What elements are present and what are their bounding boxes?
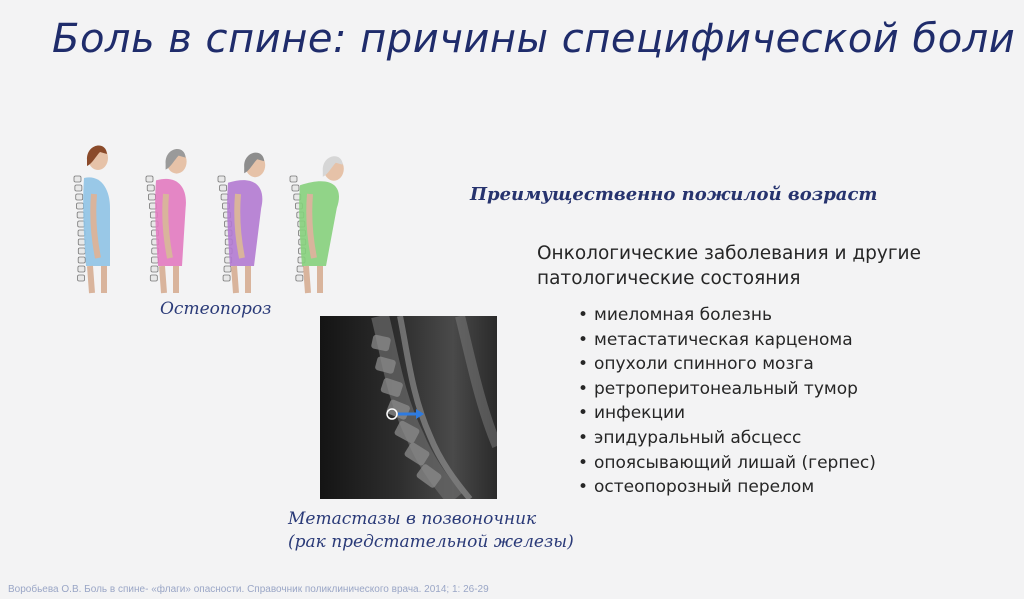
list-item: • метастатическая карценома [578,328,876,353]
bullet-icon: • [578,354,589,375]
source-citation: Воробьева О.В. Боль в спине- «флаги» опасности. Справочник поликлинического врача. 2014; 1: 26-29 [8,584,489,595]
osteoporosis-caption: Остеопороз [160,299,272,319]
conditions-list [578,303,876,500]
bullet-icon: • [578,452,589,473]
age-subheading: Преимущественно пожилой возраст [470,184,878,205]
bullet-icon: • [578,329,589,350]
bullet-icon: • [578,427,589,448]
list-item: • опухоли спинного мозга [578,352,876,377]
list-item: • эпидуральный абсцесс [578,426,876,451]
figure-3 [218,153,265,293]
figure-4 [290,156,344,293]
figure-2 [146,149,187,293]
metastases-caption-line1: Метастазы в позвоночник [288,509,537,529]
bullet-icon: • [578,378,589,399]
bullet-icon: • [578,477,589,498]
bullet-icon: • [578,403,589,424]
metastases-caption-line2: (рак предстательной железы) [288,532,574,552]
list-item: • опоясывающий лишай (герпес) [578,451,876,476]
spine-mri-image [320,316,497,499]
bullet-icon: • [578,305,589,325]
figure-1 [74,145,110,293]
list-item: • инфекции [578,401,876,426]
slide-title: Боль в спине: причины специфической боли [52,16,1016,62]
osteoporosis-figures-illustration [62,138,362,298]
conditions-intro: Онкологические заболевания и другие патологические состояния [537,243,921,289]
list-item: • миеломная болезнь [578,303,876,328]
list-item: • ретроперитонеальный тумор [578,377,876,402]
list-item: • остеопорозный перелом [578,475,876,500]
metastases-caption [288,508,574,554]
